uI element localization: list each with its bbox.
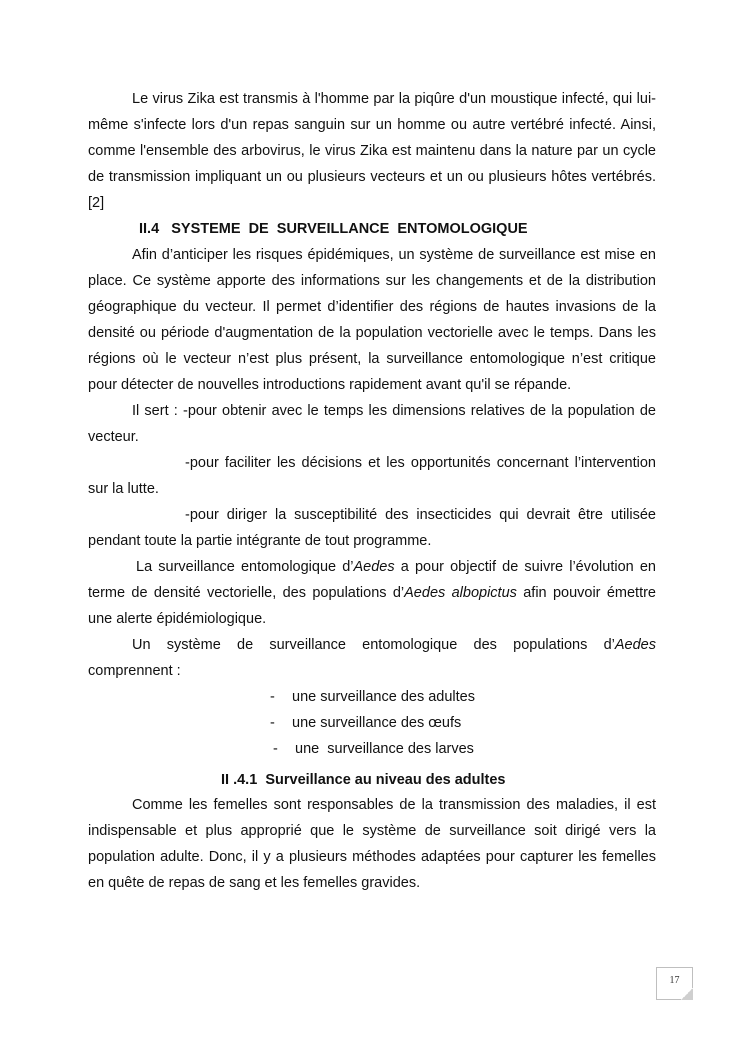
paragraph-systeme xyxy=(88,632,656,684)
p7-italic-aedes: Aedes xyxy=(614,637,656,653)
paragraph-zika-transmission: Le virus Zika est transmis à l'homme par la piqûre d'un moustique infecté, qui lui-même s'infecte lors d'un repas sanguin sur un homme ou autre vertébré infecté. Ainsi, comme l'ensemble des arbovirus, le virus Zika est maintenu dans la nature par un cycle de transmission impliquant un ou plusieurs vecteurs et un ou plusieurs hôtes vertébrés. [2] xyxy=(88,91,656,211)
p6-italic-aedes: Aedes xyxy=(353,559,395,575)
paragraph-il-sert: Il sert : -pour obtenir avec le temps les dimensions relatives de la population de vecteur. xyxy=(88,403,656,445)
p7-text-a: Un système de surveillance entomologique des populations d’ xyxy=(132,637,615,653)
list-dash: - xyxy=(273,741,278,757)
list-dash: - xyxy=(270,715,275,731)
list-item-text: une surveillance des larves xyxy=(295,741,474,757)
paragraph-faciliter-text: -pour faciliter les décisions et les opportunités concernant l’intervention sur la lutte. xyxy=(88,455,656,497)
document-page xyxy=(88,86,656,896)
paragraph-objectif xyxy=(88,554,656,632)
p6-italic-albopictus: Aedes albopictus xyxy=(404,585,517,601)
paragraph-diriger xyxy=(88,502,656,554)
page-number-box xyxy=(656,967,693,1000)
list-dash: - xyxy=(270,689,275,705)
p6-text-c: a pour objectif de suivre l’évolution en terme de densité vectorielle, des populations d’ xyxy=(88,559,656,601)
subsection-heading: II .4.1 Surveillance au niveau des adultes xyxy=(221,772,506,788)
list-item xyxy=(88,736,656,762)
list-item xyxy=(88,710,656,736)
paragraph-diriger-text: -pour diriger la susceptibilité des insecticides qui devrait être utilisée pendant toute la partie intégrante de tout programme. xyxy=(88,507,656,549)
p6-text-e: afin pouvoir émettre une alerte épidémiologique. xyxy=(88,585,657,627)
page-curl-decoration xyxy=(681,988,693,1000)
list-item-text: une surveillance des œufs xyxy=(292,715,462,731)
paragraph-adultes: Comme les femelles sont responsables de la transmission des maladies, il est indispensable et plus approprié que le système de surveillance soit dirigé vers la population adulte. Donc, il y a plusieurs méthodes adaptées pour capturer les femelles en quête de repas de sang et les femelles gravides. xyxy=(88,797,656,891)
p6-text-a: La surveillance entomologique d’ xyxy=(136,559,354,575)
paragraph-surveillance-intro: Afin d’anticiper les risques épidémiques, un système de surveillance est mise en place. Ce système apporte des informations sur les changements et de la distribution géographique du vecteur. Il permet d’identifier des régions de hautes invasions de la densité ou période d'augmentation de la population vectorielle avec le temps. Dans les régions où le vecteur n’est plus présent, la surveillance entomologique n’est critique pour détecter de nouvelles introductions rapidement avant qu'il se répande. xyxy=(88,247,656,393)
list-item-text: une surveillance des adultes xyxy=(292,689,475,705)
list-item xyxy=(88,684,656,710)
surveillance-list xyxy=(88,684,656,762)
section-heading: II.4 SYSTEME DE SURVEILLANCE ENTOMOLOGIQUE xyxy=(139,221,528,237)
p7-text-c: comprennent : xyxy=(88,663,181,679)
paragraph-faciliter xyxy=(88,450,656,502)
page-number: 17 xyxy=(669,975,680,986)
